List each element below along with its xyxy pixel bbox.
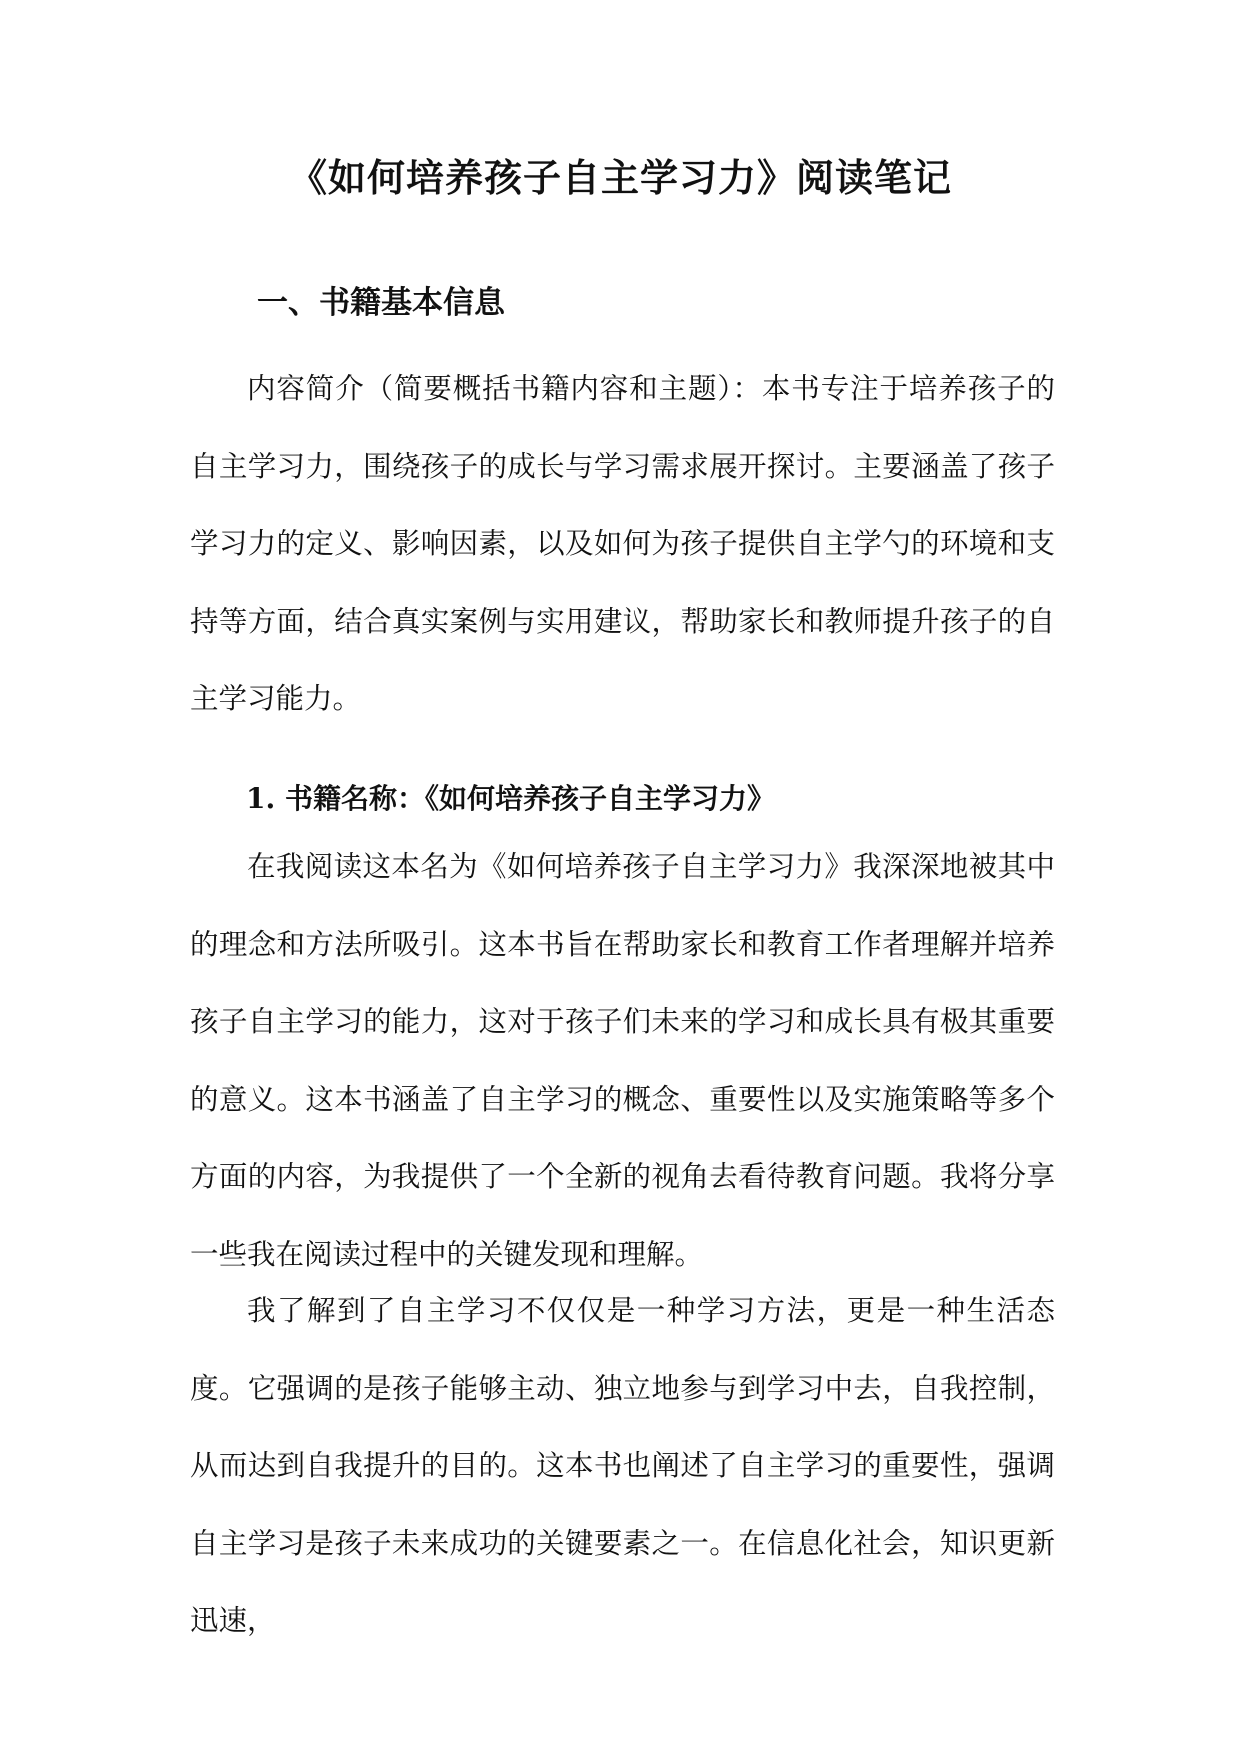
document-title: 《如何培养孩子自主学习力》阅读笔记	[288, 155, 952, 200]
intro-paragraph: 内容简介（简要概括书籍内容和主题）：本书专注于培养孩子的自主学习力，围绕孩子的成长与学习需求展开探讨。主要涵盖了孩子学习力的定义、影响因素，以及如何为孩子提供自主学勺的环境和支持等方面，结合真实案例与实用建议，帮助家长和教师提升孩子的自主学习能力。	[190, 372, 1055, 715]
body-paragraph-reading-impression: 在我阅读这本名为《如何培养孩子自主学习力》我深深地被其中的理念和方法所吸引。这本书旨在帮助家长和教育工作者理解并培养孩子自主学习的能力，这对于孩子们未来的学习和成长具有极其重要的意义。这本书涵盖了自主学习的概念、重要性以及实施策略等多个方面的内容，为我提供了一个全新的视角去看待教育问题。我将分享一些我在阅读过程中的关键发现和理解。	[190, 850, 1055, 1271]
subsection-heading-book-name: 1. 书籍名称：《如何培养孩子自主学习力》	[246, 782, 775, 815]
body-paragraph-self-learning: 我了解到了自主学习不仅仅是一种学习方法，更是一种生活态度。它强调的是孩子能够主动、独立地参与到学习中去，自我控制，从而达到自我提升的目的。这本书也阐述了自主学习的重要性，强调自主学习是孩子未来成功的关键要素之一。在信息化社会，知识更新迅速，	[190, 1294, 1055, 1637]
section-heading-book-info: 一、书籍基本信息	[257, 285, 505, 321]
